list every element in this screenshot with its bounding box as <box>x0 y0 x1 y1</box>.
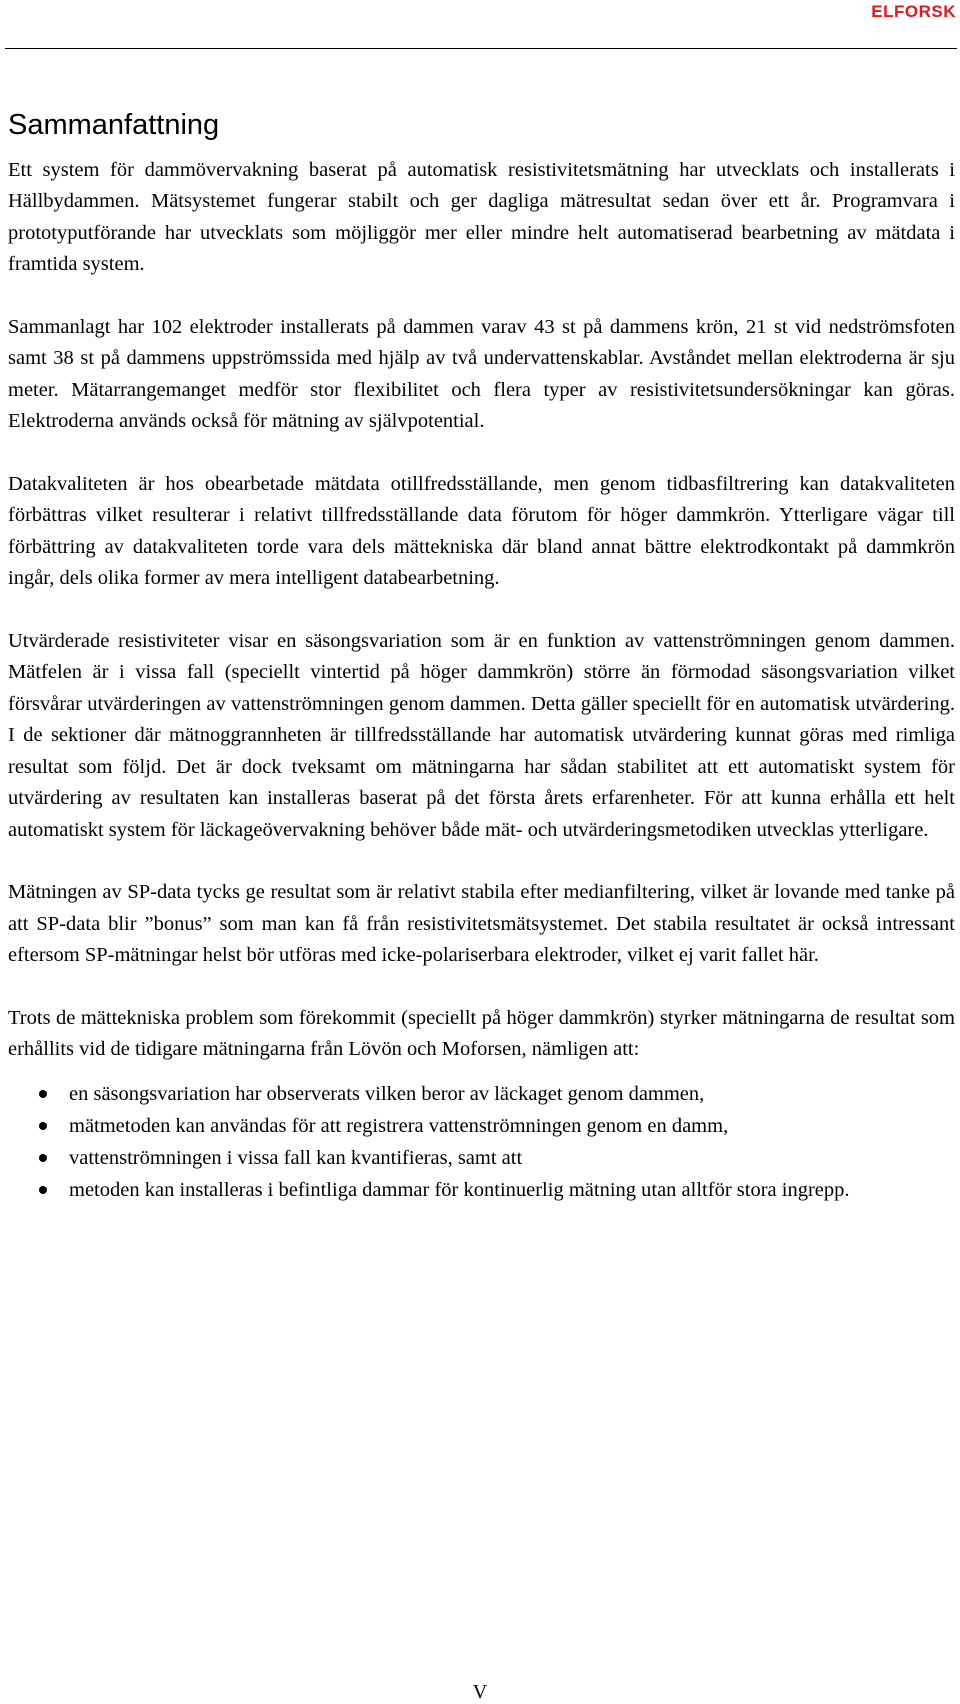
paragraph-sp-data: Mätningen av SP-data tycks ge resultat som är relativt stabila efter medianfiltering, vilket är lovande med tanke på att SP-data blir ”bonus” som man kan få från resistivitetsmätsystemet. Det stabila resultatet är också intressant eftersom SP-mätningar helst bör utföras med icke-polariserbara elektroder, vilket ej varit fallet här. <box>8 881 955 967</box>
header-divider <box>5 48 957 49</box>
paragraph-resistivity-evaluation: Utvärderade resistiviteter visar en säsongsvariation som är en funktion av vattenströmningen genom dammen. Mätfelen är i vissa fall (speciellt vintertid på höger dammkrön) större än förmodad säsongsvariation vilket försvårar utvärderingen av vattenströmningen genom dammen. Detta gäller speciellt för en automatisk utvärdering. I de sektioner där mätnoggrannheten är tillfredsställande har automatisk utvärdering kunnat göras med rimliga resultat som följd. Det är dock tveksamt om mätningarna har sådan stabilitet att ett automatiskt system för utvärdering av resultaten kan installeras baserat på det första årets erfarenheter. För att kunna erhålla ett helt automatiskt system för läckageövervakning behöver både mät- och utvärderingsmetodiken utvecklas ytterligare. <box>8 629 955 841</box>
bullet-icon <box>39 1154 47 1162</box>
list-item-text: mätmetoden kan användas för att registrera vattenströmningen genom en damm, <box>69 1114 729 1137</box>
list-item <box>8 1110 955 1142</box>
section-heading: Sammanfattning <box>8 109 220 141</box>
elforsk-logo: ELFORSK <box>871 2 956 21</box>
list-item <box>8 1078 955 1110</box>
bullet-icon <box>39 1186 47 1194</box>
paragraph-conclusions-intro: Trots de mättekniska problem som förekommit (speciellt på höger dammkrön) styrker mätningarna de resultat som erhållits vid de tidigare mätningarna från Lövön och Moforsen, nämligen att: <box>8 1006 955 1061</box>
document-body <box>8 108 955 1206</box>
page-number: V <box>472 1681 488 1703</box>
paragraph-data-quality: Datakvaliteten är hos obearbetade mätdata otillfredsställande, men genom tidbasfiltrering kan datakvaliteten förbättras vilket resulterar i relativt tillfredsställande data förutom för höger dammkrön. Ytterligare vägar till förbättring av datakvaliteten torde vara dels mättekniska där bland annat bättre elektrodkontakt på dammkrön ingår, dels olika former av mera intelligent databearbetning. <box>8 472 955 590</box>
list-item-text: vattenströmningen i vissa fall kan kvantifieras, samt att <box>69 1146 523 1169</box>
list-item-text: en säsongsvariation har observerats vilken beror av läckaget genom dammen, <box>69 1082 705 1105</box>
list-item <box>8 1174 955 1206</box>
list-item <box>8 1142 955 1174</box>
bullet-icon <box>39 1090 47 1098</box>
paragraph-electrodes: Sammanlagt har 102 elektroder installerats på dammen varav 43 st på dammens krön, 21 st vid nedströmsfoten samt 38 st på dammens uppströmssida med hjälp av två undervattenskablar. Avståndet mellan elektroderna är sju meter. Mätarrangemanget medför stor flexibilitet och flera typer av resistivitetsundersökningar kan göras. Elektroderna används också för mätning av självpotential. <box>8 315 955 433</box>
conclusions-list <box>8 1078 955 1206</box>
list-item-text: metoden kan installeras i befintliga dammar för kontinuerlig mätning utan alltför stora ingrepp. <box>69 1178 850 1201</box>
bullet-icon <box>39 1122 47 1130</box>
paragraph-system-overview: Ett system för dammövervakning baserat på automatisk resistivitetsmätning har utvecklats och installerats i Hällbydammen. Mätsystemet fungerar stabilt och ger dagliga mätresultat sedan över ett år. Programvara i prototyputförande har utvecklats som möjliggör mer eller mindre helt automatiserad bearbetning av mätdata i framtida system. <box>8 158 955 276</box>
